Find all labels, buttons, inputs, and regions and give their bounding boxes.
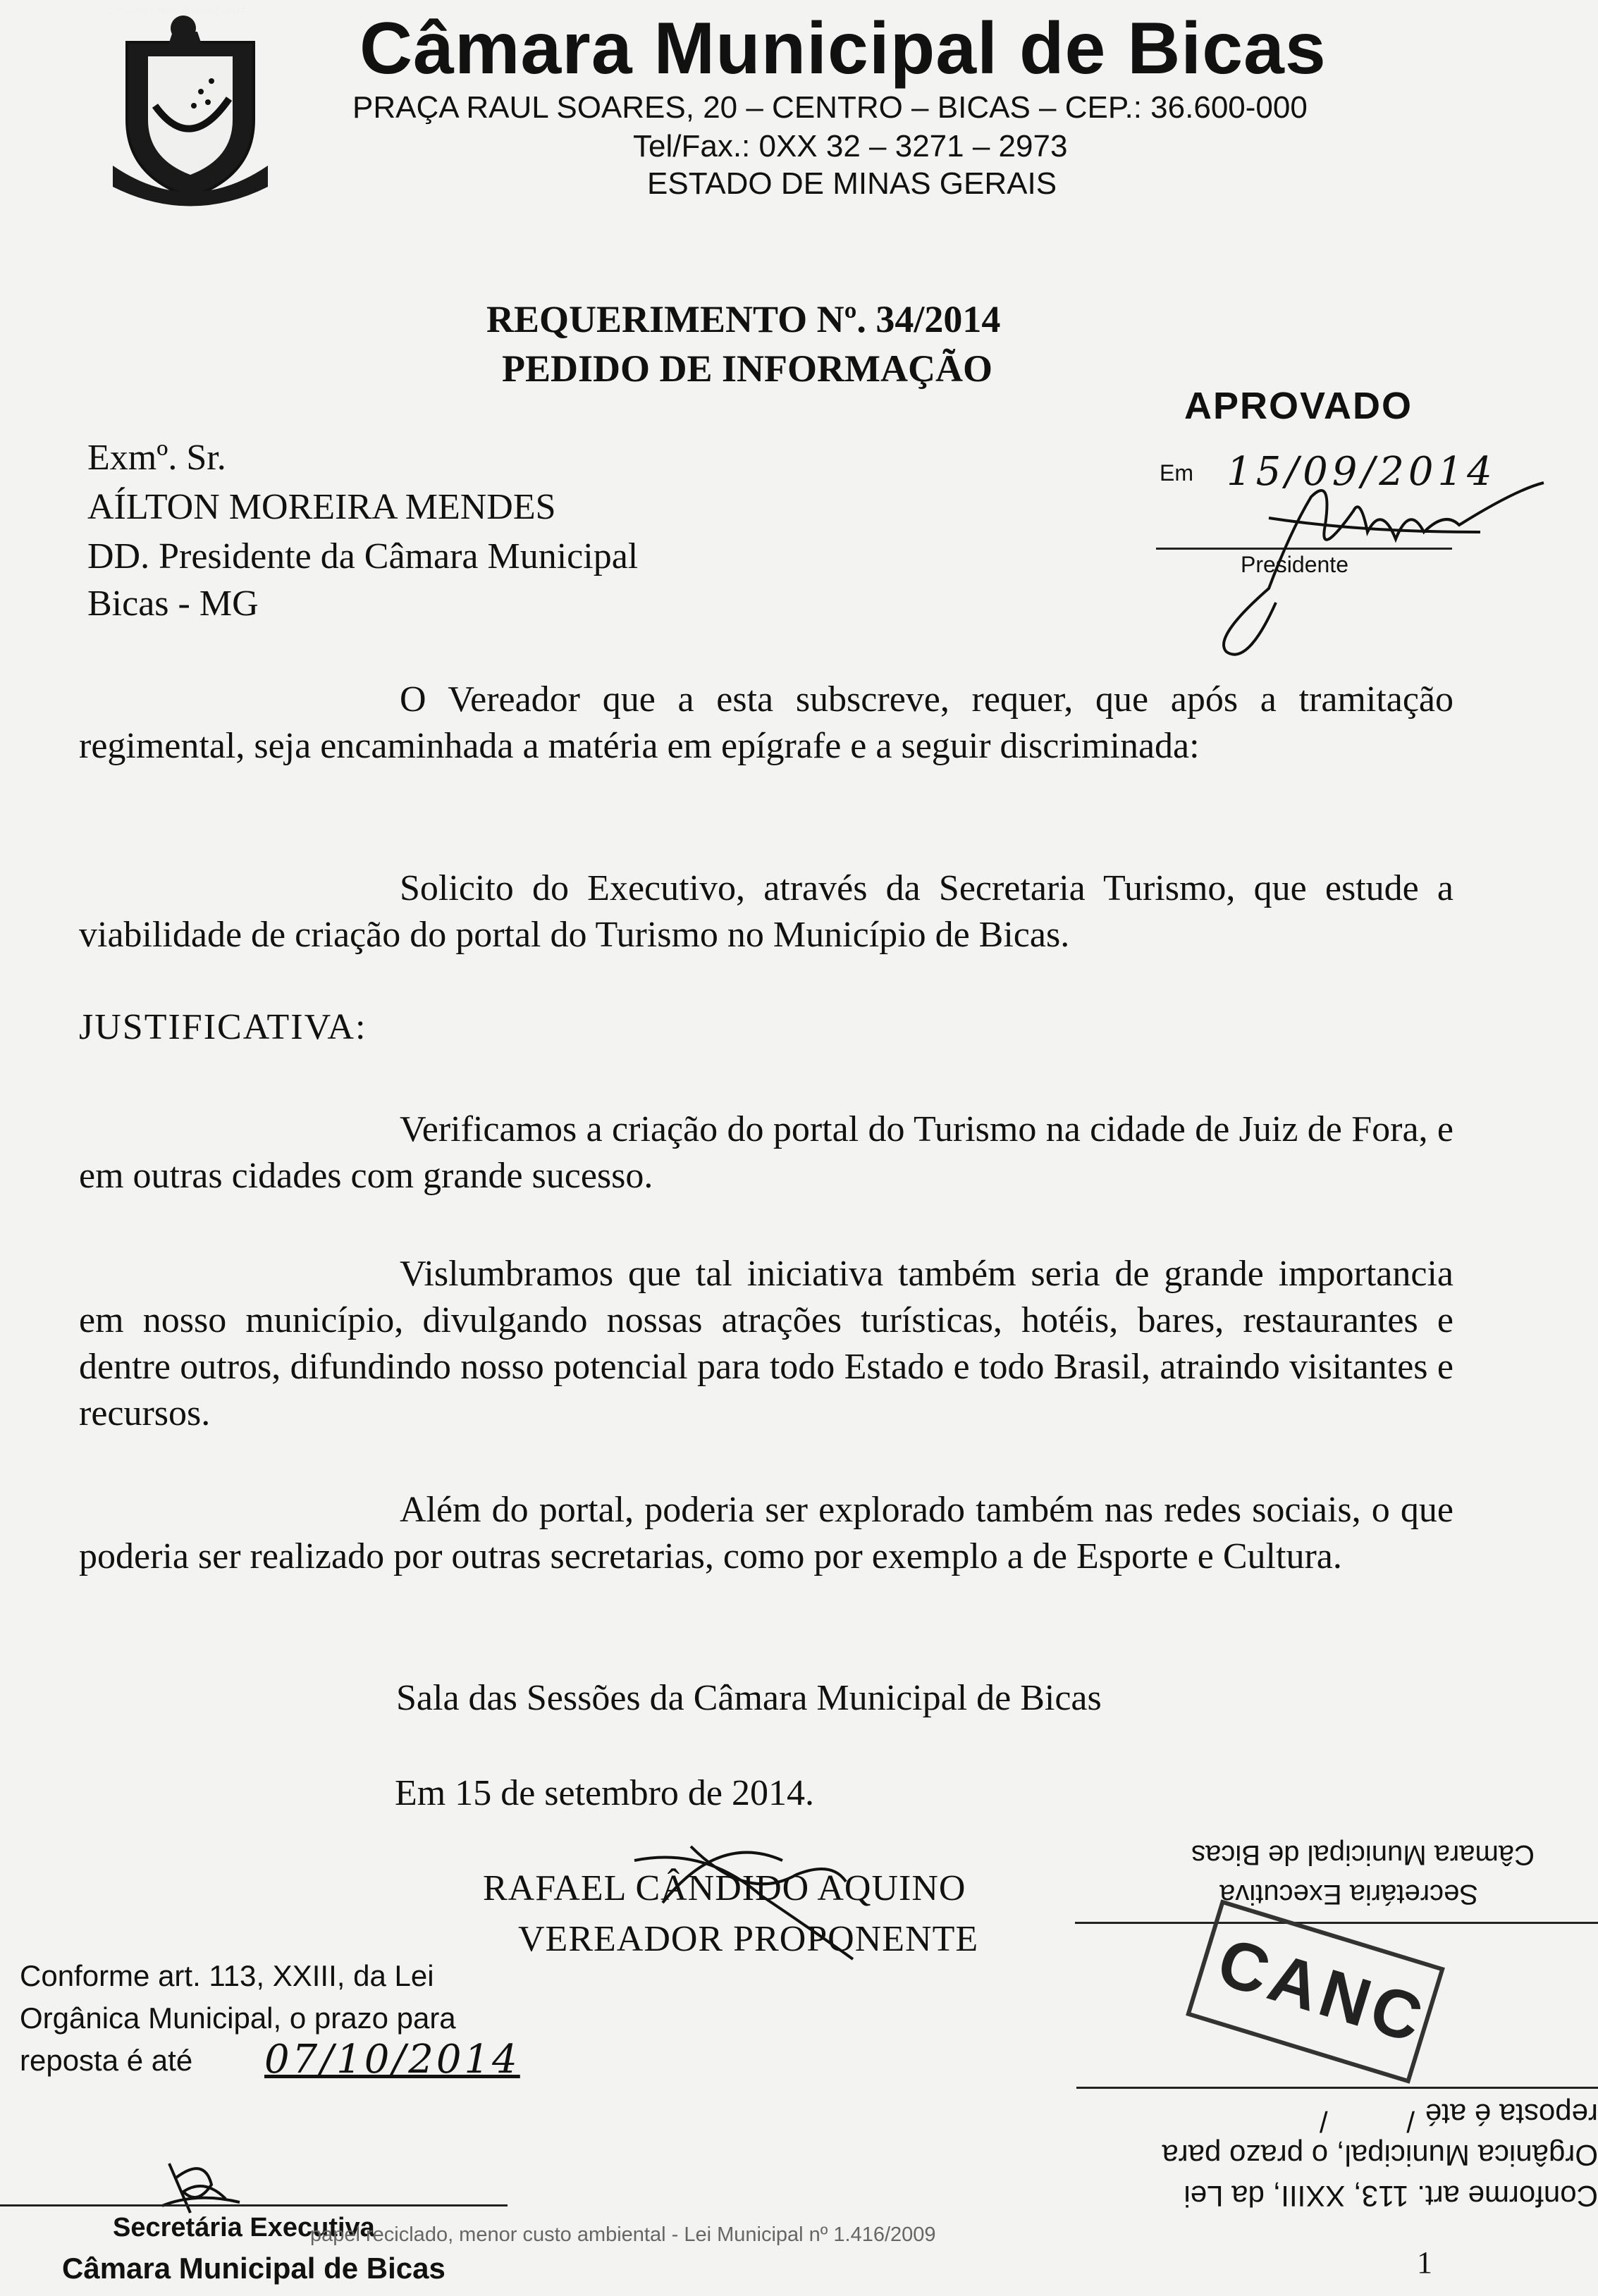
approval-date: 15/09/2014 [1227,449,1496,495]
secretary-chamber: Câmara Municipal de Bicas [62,2252,445,2285]
paragraph-justification-2: Vislumbramos que tal iniciativa também seria de grande importancia em nosso município, divulgando nossas atrações turísticas, hotéis, bares, restaurantes e dentre outros, difundindo nosso potencial para todo Estado e todo Brasil, atraindo visitantes e recursos. [79,1254,1453,1433]
closing-date: Em 15 de setembro de 2014. [395,1773,814,1813]
addressee-city: Bicas - MG [87,584,259,624]
organization-name: Câmara Municipal de Bicas [359,8,1327,90]
addressee-name: AÍLTON MOREIRA MENDES [87,487,556,527]
inverted-stamp-date-line [1076,2087,1598,2089]
deadline-note-line-3: reposta é até [20,2044,193,2077]
paragraph-justification-3: Além do portal, poderia ser explorado também nas redes sociais, o que poderia ser realizado por outras secretarias, como por exemplo a de Esporte e Cultura. [79,1490,1453,1576]
organization-state: ESTADO DE MINAS GERAIS [647,166,1057,201]
approval-role: Presidente [1241,552,1348,577]
signer-role: VEREADOR PROPONENTE [518,1919,979,1959]
inverted-stamp-line-2: Orgânica Municipal, o prazo para [1162,2139,1598,2172]
cancel-stamp-text: CANC [1209,1923,1435,2059]
signer-name: RAFAEL CÂNDIDO AQUINO [483,1868,966,1908]
inverted-stamp-date-blank: / / [1284,2105,1415,2138]
crest-motto: O PODER UNIDO É MAIS FORTE [106,6,247,16]
addressee-role: DD. Presidente da Câmara Municipal [87,536,639,576]
approval-stamp [1149,384,1572,638]
president-signature [1149,426,1572,638]
document-title: REQUERIMENTO Nº. 34/2014 [486,298,1001,340]
secretary-initials [141,2149,254,2220]
paragraph-justification-1: Verificamos a criação do portal do Turismo na cidade de Juiz de Fora, e em outras cidades com grande sucesso. [79,1109,1453,1196]
inverted-stamp-line-3: reposta é até [1425,2098,1598,2131]
deadline-note-line-1: Conforme art. 113, XXIII, da Lei [20,1959,434,1992]
approval-status: APROVADO [1184,385,1413,427]
paragraph-solicitation: Solicito do Executivo, através da Secretaria Turismo, que estude a viabilidade de criação do portal do Turismo no Município de Bicas. [79,868,1453,955]
secretary-title: Secretária Executiva [113,2213,375,2242]
justification-heading: JUSTIFICATIVA: [79,1007,367,1047]
recycled-paper-note: papel reciclado, menor custo ambiental - Lei Municipal nº 1.416/2009 [310,2223,936,2246]
inverted-stamp-chamber: Câmara Municipal de Bicas [1191,1839,1535,1870]
organization-phone: Tel/Fax.: 0XX 32 – 3271 – 2973 [633,129,1068,163]
closing-place: Sala das Sessões da Câmara Municipal de Bicas [396,1678,1102,1718]
inverted-stamp-line-1: Conforme art. 113, XXIII, da Lei [1184,2180,1598,2213]
page-number: 1 [1417,2245,1432,2280]
paragraph-request: O Vereador que a esta subscreve, requer, que após a tramitação regimental, seja encaminhada a matéria em epígrafe e a seguir discriminada: [79,679,1453,766]
signer-signature [620,1818,874,1966]
organization-address: PRAÇA RAUL SOARES, 20 – CENTRO – BICAS – CEP.: 36.600-000 [352,90,1308,125]
deadline-note-line-2: Orgânica Municipal, o prazo para [20,2001,456,2035]
document-subtitle: PEDIDO DE INFORMAÇÃO [502,347,992,390]
inverted-stamp-secretary: Secretária Executiva [1219,1879,1478,1910]
municipal-crest-logo [106,6,275,211]
addressee-salutation: Exmº. Sr. [87,438,226,478]
inverted-stamp-signature-line [1075,1922,1598,1924]
approval-date-label: Em [1160,460,1193,486]
deadline-date: 07/10/2014 [264,2037,520,2082]
secretary-signature-line [0,2204,508,2206]
